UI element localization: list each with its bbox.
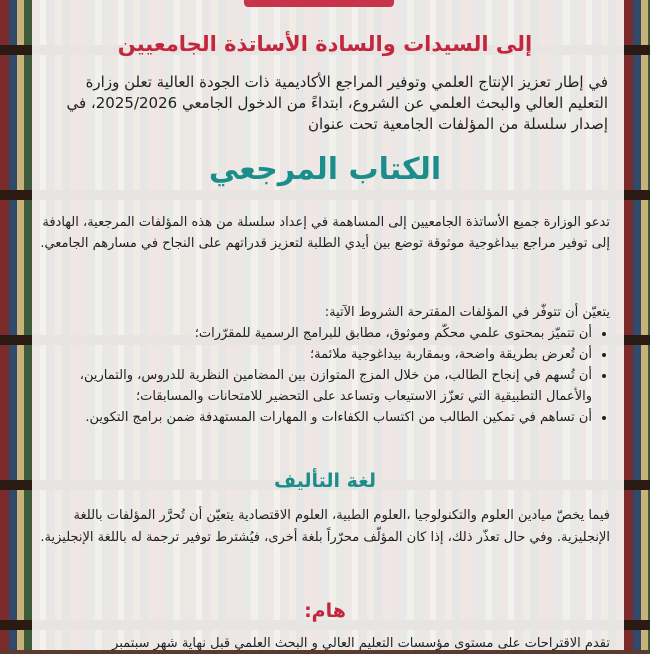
conditions-list: [40, 323, 610, 428]
language-heading: لغة التأليف: [273, 470, 377, 492]
intro-paragraph: في إطار تعزيز الإنتاج العلمي وتوفير المراجع الأكاديمية ذات الجودة العالية تعلن وزارة التعليم العالي والبحث العلمي عن الشروع، ابتداءً من الدخول الجامعي 2025/2026، في إصدار سلسلة من المؤلفات الجامعية تحت عنوان: [66, 73, 608, 133]
condition-item: • أن تتميّز بمحتوى علمي محكّم وموثوق، مطابق للبرامج الرسمية للمقرّرات؛: [40, 323, 592, 344]
page-title: الكتاب المرجعي: [208, 152, 442, 187]
important-paragraph: تقدم الاقتراحات على مستوى مؤسسات التعليم العالي و البحث العلمي قبل نهاية شهر سبتمبر: [112, 636, 610, 651]
condition-item: • أن تُعرض بطريقة واضحة، وبمقاربة بيداغوجية ملائمة؛: [40, 344, 592, 365]
conditions-section: [40, 302, 610, 428]
conditions-lead: يتعيّن أن تتوفّر في المؤلفات المقترحة الشروط الآتية:: [324, 305, 610, 320]
greeting-heading: إلى السيدات والسادة الأساتذة الجامعيين: [117, 32, 533, 56]
invitation-paragraph: تدعو الوزارة جميع الأساتذة الجامعيين إلى المساهمة في إعداد سلسلة من هذه المؤلفات المرجعية، الهادفة إلى توفير مراجع بيداغوجية موثوقة توضع بين أيدي الطلبة لتعزيز قدراتهم على النجاح في مسارهم الجامعي.: [40, 215, 610, 251]
condition-item: • أن تساهم في تمكين الطالب من اكتساب الكفاءات و المهارات المستهدفة ضمن برامج التكوين.: [40, 407, 592, 428]
condition-item: • أن تُسهم في إنجاح الطالب، من خلال المزج المتوازن بين المضامين النظرية للدروس، والتمارين، والأعمال التطبيقية التي تعزّز الاستيعاب وتساعد على التحضير للامتحانات والمسابقات؛: [40, 365, 592, 407]
important-heading: هام:: [304, 600, 346, 622]
language-paragraph: فيما يخصّ ميادين العلوم والتكنولوجيا ،العلوم الطبية، العلوم الاقتصادية يتعيّن أن تُحرَّر المؤلفات باللغة الإنجليزية. وفي حال تعذّر ذلك، إذا كان المؤلّف محرّراً بلغة أخرى، فيُشترط توفير ترجمة له باللغة الإنجليزية.: [40, 508, 610, 545]
top-accent-bar: [244, 0, 394, 7]
